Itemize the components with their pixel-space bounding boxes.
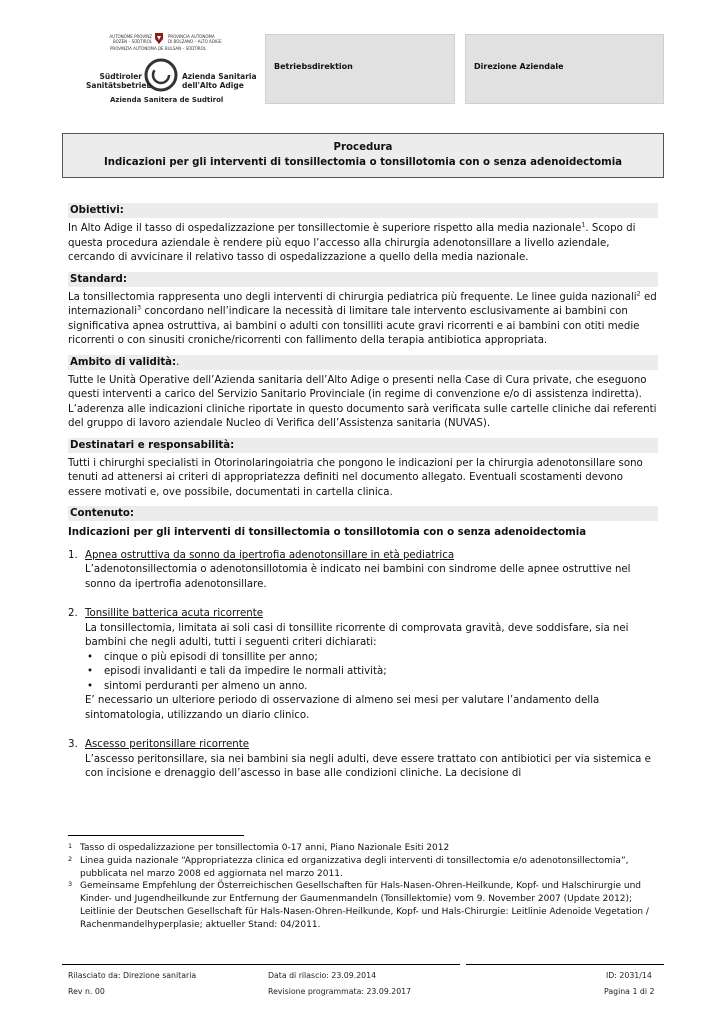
section-heading-standard: Standard: — [68, 272, 658, 287]
section-text-obiettivi — [68, 222, 658, 266]
footnote-number: 3 — [68, 880, 73, 889]
footnote-text: Gemeinsame Empfehlung der Österreichischen Gesellschaften für Hals-Nasen-Ohren-Heilkunde, Kopf- und Halschirurgie und Kinder- und Jugendheilkunde zur Entfernung der Gaumenmandeln (Tonsillektomie) vom 9. November 2007 (Update 2012); — [80, 881, 641, 905]
footer-rule-right — [466, 964, 664, 965]
contenuto-subheading: Indicazioni per gli interventi di tonsillectomia o tonsillotomia con o senza adenoidectomia — [68, 527, 587, 538]
list-item — [68, 607, 658, 723]
footnote-ref-2: 2 — [636, 289, 641, 298]
footnote — [68, 842, 658, 855]
footnote — [68, 855, 658, 881]
footnote-number: 2 — [68, 854, 73, 863]
bullet-item — [85, 651, 658, 666]
header-box-it — [465, 34, 664, 104]
section-text-standard — [68, 291, 658, 349]
header-box-de-label: Betriebsdirektion — [274, 62, 353, 71]
bullet-text: cinque o più episodi di tonsillite per anno; — [104, 651, 318, 663]
footnote-separator — [68, 835, 244, 836]
logo-text-lad: PROVINZIA AUTONOMA DE BULSAN – SÜDTIROL — [110, 46, 206, 51]
standard-text-c: concordano nell’indicare la necessità di limitare tale intervento esclusivamente ai bambini con significativa apnea ostruttiva, ai bambini o adulti con tonsilliti acute gravi ricorrenti e ai bambini con otiti medie ricorrenti o con sinusiti croniche/ricorrenti con fallimento della terapia antibiotica appropriata. — [68, 306, 640, 346]
bullet-icon: • — [87, 666, 94, 677]
standard-text-a: La tonsillectomia rappresenta uno degli interventi di chirurgia pediatrica più frequente. Le linee guida nazionali — [68, 291, 637, 303]
logo-name-de: Südtiroler Sanitätsbetrieb — [86, 72, 152, 90]
section-text-destinatari: Tutti i chirurghi specialisti in Otorinolaringoiatria che pongono le indicazioni per la chirurgia adenotonsillare sono tenuti ad attenersi ai criteri di appropriatezza definiti nel documento allegato. Eventuali scostamenti devono essere motivati e, ove possibile, documentati in cartella clinica. — [68, 457, 643, 498]
footnote-text: Linea guida nazionale “Appropriatezza clinica ed organizzativa degli interventi di tonsillectomia e/o adenotonsillectomia”, pubblicata nel marzo 2008 ed aggiornata nel marzo 2011. — [80, 855, 629, 879]
footer-rule-left — [62, 964, 460, 965]
footnote — [68, 880, 658, 931]
list-item-after-text: E’ necessario un ulteriore periodo di osservazione di almeno sei mesi per valutare l’andamento della sintomatologia, utilizzando un diario clinico. — [85, 695, 600, 721]
list-item-number: 1. — [68, 549, 78, 561]
document-title — [62, 133, 664, 178]
obiettivi-text-a: In Alto Adige il tasso di ospedalizzazione per tonsillectomie è superiore rispetto alla media nazionale — [68, 223, 582, 234]
footer-revision: Rev n. 00 — [68, 987, 105, 996]
header-box-it-label: Direzione Aziendale — [474, 62, 564, 71]
list-item-number: 3. — [68, 739, 78, 750]
list-item-text: La tonsillectomia, limitata ai soli casi di tonsillite ricorrente di comprovata gravità, deve soddisfare, sia nei bambini che negli adulti, tutti i seguenti criteri dichiarati: — [85, 622, 629, 648]
footnote-text: Tasso di ospedalizzazione per tonsillectomia 0-17 anni, Piano Nazionale Esiti 2012 — [80, 843, 450, 853]
footer-scheduled-revision: Revisione programmata: 23.09.2017 — [268, 987, 412, 996]
logo-name-it: Azienda Sanitaria dell'Alto Adige — [182, 72, 257, 90]
ambito-heading-label: Ambito di validità: — [70, 356, 177, 368]
logo-name-lad: Azienda Sanitera de Sudtirol — [110, 96, 224, 104]
bullet-item — [85, 680, 658, 695]
footnote-text-continued: Leitlinie der Deutschen Gesellschaft für Hals-Nasen-Ohren-Heilkunde, Kopf- und Hals-Chirurgie: Leitlinie Adenoide Vegetation / Rachenmandelhyperplasie; aktueller Stand: 04/2011. — [80, 906, 649, 930]
list-item — [68, 738, 658, 782]
section-heading-obiettivi: Obiettivi: — [68, 203, 658, 218]
footnote-ref-3: 3 — [137, 303, 142, 312]
section-heading-contenuto: Contenuto: — [68, 506, 658, 521]
footer-issued-by: Rilasciato da: Direzione sanitaria — [68, 971, 197, 980]
standard-text-b: ed internazionali — [68, 291, 657, 317]
footnote-ref-1: 1 — [581, 220, 586, 229]
bullet-icon: • — [87, 680, 94, 692]
ambito-heading-suffix: . — [176, 356, 180, 368]
footer-page-number: Pagina 1 di 2 — [604, 987, 655, 996]
bullet-text: sintomi perduranti per almeno un anno. — [104, 680, 308, 692]
logo-text-it: PROVINCIA AUTONOMA DI BOLZANO – ALTO ADIGE — [168, 34, 222, 44]
title-line-2: Indicazioni per gli interventi di tonsillectomia o tonsillotomia con o senza adenoidectomia — [103, 157, 623, 168]
title-line-1: Procedura — [333, 142, 393, 153]
list-item-title: Tonsillite batterica acuta ricorrente — [85, 608, 263, 619]
bullet-item — [85, 665, 658, 680]
list-item-text: L’adenotonsillectomia o adenotonsillotomia è indicato nei bambini con sindrome delle apnee ostruttive nel sonno da ipertrofia adenotonsillare. — [85, 564, 631, 590]
header-box-de — [265, 34, 455, 104]
section-heading-ambito — [68, 355, 658, 370]
footer-issue-date: Data di rilascio: 23.09.2014 — [268, 971, 377, 980]
section-text-ambito-2: L’aderenza alle indicazioni cliniche riportate in questo documento sarà verificata sulle cartelle cliniche dai referenti del gruppo di lavoro aziendale Nucleo di Verifica dell’Assistenza sanitaria (NUVAS). — [68, 403, 657, 429]
obiettivi-text-b: . Scopo di questa procedura aziendale è rendere più equo l’accesso alla chirurgia adenotonsillare a livello aziendale, cercando di avvicinare il relativo tasso di ospedalizzazione a quello della media nazionale. — [68, 223, 636, 263]
footnote-number: 1 — [68, 842, 73, 850]
footer-doc-id: ID: 2031/14 — [606, 971, 652, 980]
document-body — [68, 199, 658, 782]
bullet-icon: • — [87, 651, 94, 663]
bullet-text: episodi invalidanti e tali da impedire le normali attività; — [104, 666, 387, 677]
organization-logo — [78, 30, 256, 110]
list-item — [68, 549, 658, 593]
list-item-text: L’ascesso peritonsillare, sia nei bambini sia negli adulti, deve essere trattato con antibiotici per via sistemica e con incisione e drenaggio dell’ascesso in base alle condizioni cliniche. La decisione di — [85, 753, 651, 779]
eagle-crest-icon — [154, 32, 164, 44]
section-heading-destinatari: Destinatari e responsabilità: — [68, 438, 658, 453]
logo-text-de: AUTONOME PROVINZ BOZEN – SÜDTIROL — [109, 34, 152, 44]
section-text-ambito-1: Tutte le Unità Operative dell’Azienda sanitaria dell’Alto Adige o presenti nella Case di Cura private, che eseguono questi interventi a carico del Servizio Sanitario Provinciale (in regime di convenzione e/o di assistenza indiretta). — [68, 374, 647, 400]
footnotes — [68, 842, 658, 932]
list-item-number: 2. — [68, 608, 78, 619]
list-item-title: Apnea ostruttiva da sonno da ipertrofia adenotonsillare in età pediatrica — [85, 549, 455, 561]
list-item-title: Ascesso peritonsillare ricorrente — [85, 739, 249, 750]
